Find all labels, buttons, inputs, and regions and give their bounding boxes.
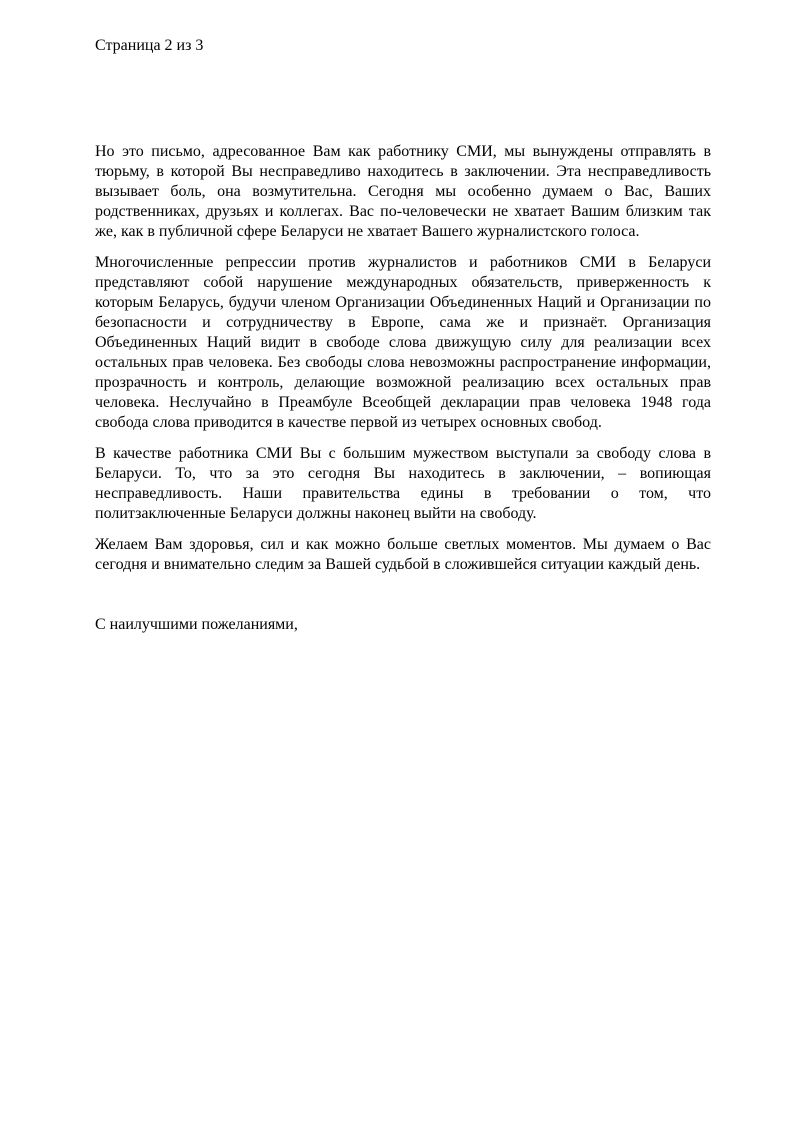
paragraph-wishes: Желаем Вам здоровья, сил и как можно больше светлых моментов. Мы думаем о Вас сегодня и внимательно следим за Вашей судьбой в сложившейся ситуации каждый день. [95,536,711,573]
page-number-header: Страница 2 из 3 [95,37,204,54]
closing-salutation: С наилучшими пожеланиями, [95,616,298,633]
letter-body [95,142,711,635]
paragraph-intro: Но это письмо, адресованное Вам как работнику СМИ, мы вынуждены отправлять в тюрьму, в которой Вы несправедливо находитесь в заключении. Эта несправедливость вызывает боль, она возмутительна. Сегодня мы особенно думаем о Вас, Ваших родственниках, друзьях и коллегах. Вас по-человечески не хватает Вашим близким так же, как в публичной сфере Беларуси не хватает Вашего журналистского голоса. [95,143,711,240]
paragraph-injustice: В качестве работника СМИ Вы с большим мужеством выступали за свободу слова в Беларуси. То, что за это сегодня Вы находитесь в заключении, – вопиющая несправедливость. Наши правительства едины в требовании о том, что политзаключенные Беларуси должны наконец выйти на свободу. [95,445,711,522]
paragraph-repressions: Многочисленные репрессии против журналистов и работников СМИ в Беларуси представляют собой нарушение международных обязательств, приверженность к которым Беларусь, будучи членом Организации Объединенных Наций и Организации по безопасности и сотрудничеству в Европе, сама же и признаёт. Организация Объединенных Наций видит в свободе слова движущую силу для реализации всех остальных прав человека. Без свободы слова невозможны распространение информации, прозрачность и контроль, делающие возможной реализацию всех остальных прав человека. Неслучайно в Преамбуле Всеобщей декларации прав человека 1948 года свобода слова приводится в качестве первой из четырех основных свобод. [95,254,711,431]
